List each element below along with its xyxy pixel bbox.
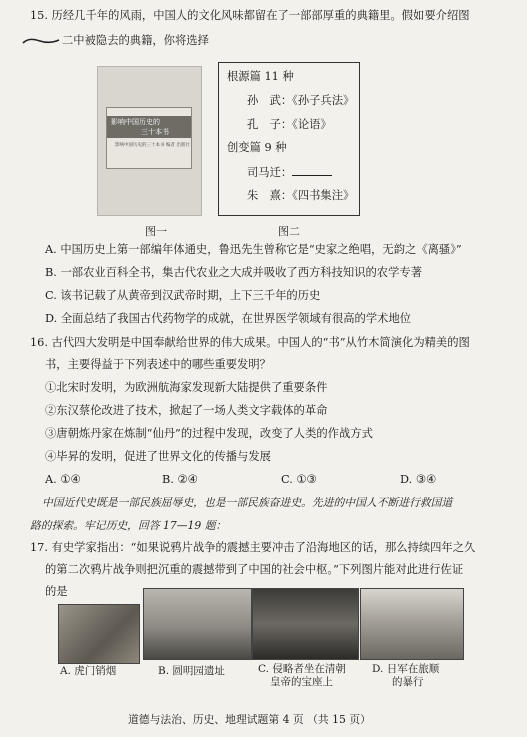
book-subtitle: 影响中国历史的三十本书 编者 出版社 xyxy=(115,143,190,148)
page-footer: 道德与法治、历史、地理试题第 4 页 （共 15 页） xyxy=(128,713,371,726)
photo-c-caption-1: C. 侵略者坐在清朝 xyxy=(258,663,346,675)
fig2-line-1: 根源篇 11 种 xyxy=(227,70,294,83)
section-intro-line1: 中国近代史既是一部民族屈辱史，也是一部民族奋进史。先进的中国人不断进行救国道 xyxy=(42,496,453,509)
q16-stem-line2: 书，主要得益于下列表述中的哪些重要发明？ xyxy=(45,358,271,371)
q17-stem-line1: 17. 有史学家指出：“如果说鸦片战争的震撼主要冲击了沿海地区的话，那么持续四年之久 xyxy=(30,541,476,554)
photo-c-caption-2: 皇帝的宝座上 xyxy=(270,676,333,688)
book-cover xyxy=(106,107,192,169)
q15-option-b: B. 一部农业百科全书，集古代农业之大成并吸收了西方科技知识的农学专著 xyxy=(45,266,422,279)
q16-choice-d: D. ③④ xyxy=(400,473,437,486)
fig2-line-2: 孙 武：《孙子兵法》 xyxy=(247,94,355,107)
photo-d-lushun xyxy=(360,588,464,660)
figure-one-book-image xyxy=(97,66,202,216)
q17-stem-line2: 的第二次鸦片战争则把沉重的震撼带到了中国的社会中枢。”下列图片能对此进行佐证 xyxy=(45,563,464,576)
fig2-line-5: 司马迁： xyxy=(247,165,332,180)
q17-stem-line3: 的是 xyxy=(45,585,68,598)
photo-b-caption: B. 圆明园遗址 xyxy=(158,665,225,677)
figure-two-book-list xyxy=(218,62,360,216)
q16-choice-a: A. ①④ xyxy=(45,473,81,486)
blank-mark xyxy=(22,37,60,45)
figure-one-caption: 图一 xyxy=(145,225,167,238)
fig2-line-4: 创变篇 9 种 xyxy=(227,141,287,154)
photo-c-throne xyxy=(252,588,359,660)
q15-stem-line2: 二中被隐去的典籍，你将选择 xyxy=(62,34,209,47)
q16-stem-line1: 16. 古代四大发明是中国奉献给世界的伟大成果。中国人的“书”从竹木简演化为精美的图 xyxy=(30,336,470,349)
q15-option-a: A. 中国历史上第一部编年体通史，鲁迅先生曾称它是“史家之绝唱，无韵之《离骚》” xyxy=(45,243,462,256)
fig2-line-3: 孔 子：《论语》 xyxy=(247,118,332,131)
photo-a-humen xyxy=(58,604,140,664)
book-title-a: 影响中国历史的 xyxy=(111,118,160,126)
figure-two-caption: 图二 xyxy=(278,225,300,238)
book-title-b: 三十本书 xyxy=(141,128,169,136)
q15-stem-line1: 15. 历经几千年的风雨，中国人的文化风味都留在了一部部厚重的典籍里。假如要介绍图 xyxy=(30,9,470,22)
q16-item-2: ②东汉蔡伦改进了技术，掀起了一场人类文字载体的革命 xyxy=(45,404,328,417)
q15-option-c: C. 该书记载了从黄帝到汉武帝时期，上下三千年的历史 xyxy=(45,289,321,302)
q16-item-4: ④毕昇的发明，促进了世界文化的传播与发展 xyxy=(45,450,271,463)
fig2-line-6: 朱 熹：《四书集注》 xyxy=(247,189,355,202)
answer-blank xyxy=(292,165,332,176)
photo-d-caption-1: D. 日军在旅顺 xyxy=(372,663,440,675)
q16-item-3: ③唐朝炼丹家在炼制“仙丹”的过程中发现，改变了人类的作战方式 xyxy=(45,427,373,440)
photo-d-caption-2: 的暴行 xyxy=(392,676,424,688)
section-intro-line2: 路的探索。牢记历史，回答 17—19 题： xyxy=(30,519,227,532)
q15-option-d: D. 全面总结了我国古代药物学的成就，在世界医学领域有很高的学术地位 xyxy=(45,312,412,325)
photo-a-caption: A. 虎门销烟 xyxy=(60,665,117,677)
photo-b-yuanmingyuan xyxy=(143,588,252,660)
q16-item-1: ①北宋时发明，为欧洲航海家发现新大陆提供了重要条件 xyxy=(45,381,328,394)
q16-choice-b: B. ②④ xyxy=(162,473,198,486)
q16-choice-c: C. ①③ xyxy=(281,473,317,486)
